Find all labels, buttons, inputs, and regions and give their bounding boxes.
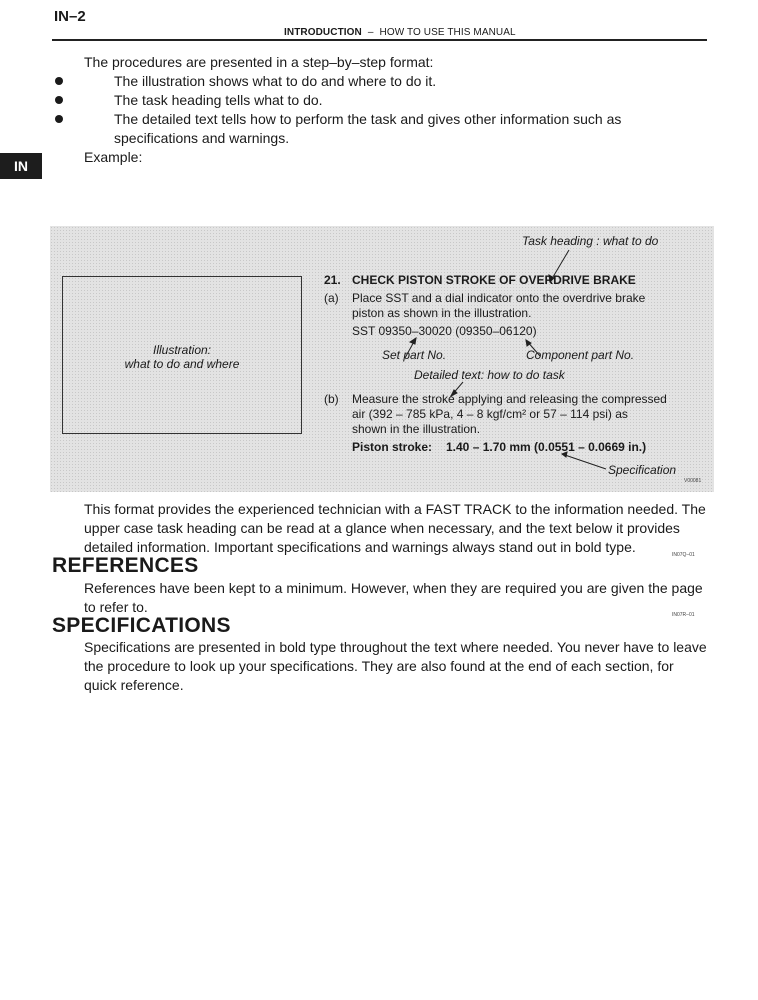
task-heading-label: Task heading : what to do (522, 234, 659, 248)
component-part-label: Component part No. (526, 348, 635, 362)
section-tab: IN (0, 153, 42, 179)
step-number: 21. (324, 273, 341, 287)
example-figure (50, 226, 714, 492)
fast-track-code: IN07Q–01 (672, 552, 695, 558)
illustration-box (62, 276, 302, 434)
page-number: IN–2 (54, 8, 86, 25)
spec-name: Piston stroke: (352, 440, 433, 454)
header-section: INTRODUCTION (284, 27, 362, 38)
running-header (284, 27, 516, 38)
specification-label: Specification (608, 463, 677, 477)
sub-step-a-marker: (a) (324, 291, 339, 305)
header-rule (52, 39, 707, 41)
intro-lead: The procedures are presented in a step–by–step format: (84, 54, 434, 70)
sst-number: SST 09350–30020 (09350–06120) (352, 324, 537, 338)
sub-step-a-line: Place SST and a dial indicator onto the overdrive brake (352, 291, 646, 305)
bullet-item (54, 91, 708, 110)
bullet-dot-icon (55, 115, 63, 123)
bullet-list (84, 72, 708, 148)
bullet-text: The task heading tells what to do. (114, 92, 323, 108)
spec-value: 1.40 – 1.70 mm (0.0551 – 0.0669 in.) (446, 440, 647, 454)
sub-step-a-line: piston as shown in the illustration. (352, 306, 532, 320)
header-topic: HOW TO USE THIS MANUAL (379, 27, 516, 38)
illustration-caption (63, 343, 301, 371)
bullet-dot-icon (55, 96, 63, 104)
fast-track-paragraph: This format provides the experienced technician with a FAST TRACK to the information needed. The upper case task heading can be read at a glance when necessary, and the text below it provides detailed information. Important specifications and warnings always stand out in bold type. (84, 501, 706, 555)
set-part-label: Set part No. (382, 348, 447, 362)
specifications-heading: SPECIFICATIONS (52, 614, 231, 637)
references-paragraph: References have been kept to a minimum. However, when they are required you are given the page to refer to. (84, 580, 703, 615)
specifications-paragraph: Specifications are presented in bold type throughout the text where needed. You never have to leave the procedure to look up your specifications. They are also found at the end of each section, for quick reference. (84, 639, 707, 693)
sub-step-b-line: air (392 – 785 kPa, 4 – 8 kgf/cm² or 57 – 114 psi) as (352, 407, 628, 421)
specification-leader (562, 454, 606, 469)
bullet-item (54, 110, 708, 148)
bullet-text: The illustration shows what to do and where to do it. (114, 73, 437, 89)
bullet-dot-icon (55, 77, 63, 85)
figure-code: V00081 (684, 478, 702, 484)
bullet-text: The detailed text tells how to perform the task and gives other information such as specifications and warnings. (114, 111, 622, 146)
references-heading: REFERENCES (52, 554, 199, 577)
references-code: IN07R–01 (672, 612, 695, 618)
intro-block (84, 53, 708, 167)
sub-step-b-line: shown in the illustration. (352, 422, 481, 436)
illustration-caption-title: Illustration: (152, 343, 212, 357)
illustration-caption-text: what to do and where (124, 357, 240, 371)
sub-step-b-marker: (b) (324, 392, 339, 406)
example-label: Example: (84, 149, 143, 165)
detailed-text-label: Detailed text: how to do task (414, 368, 565, 382)
sub-step-b-line: Measure the stroke applying and releasing the compressed (352, 392, 667, 406)
step-title: CHECK PISTON STROKE OF OVERDRIVE BRAKE (352, 273, 636, 287)
bullet-item (54, 72, 708, 91)
header-separator: – (367, 27, 374, 38)
